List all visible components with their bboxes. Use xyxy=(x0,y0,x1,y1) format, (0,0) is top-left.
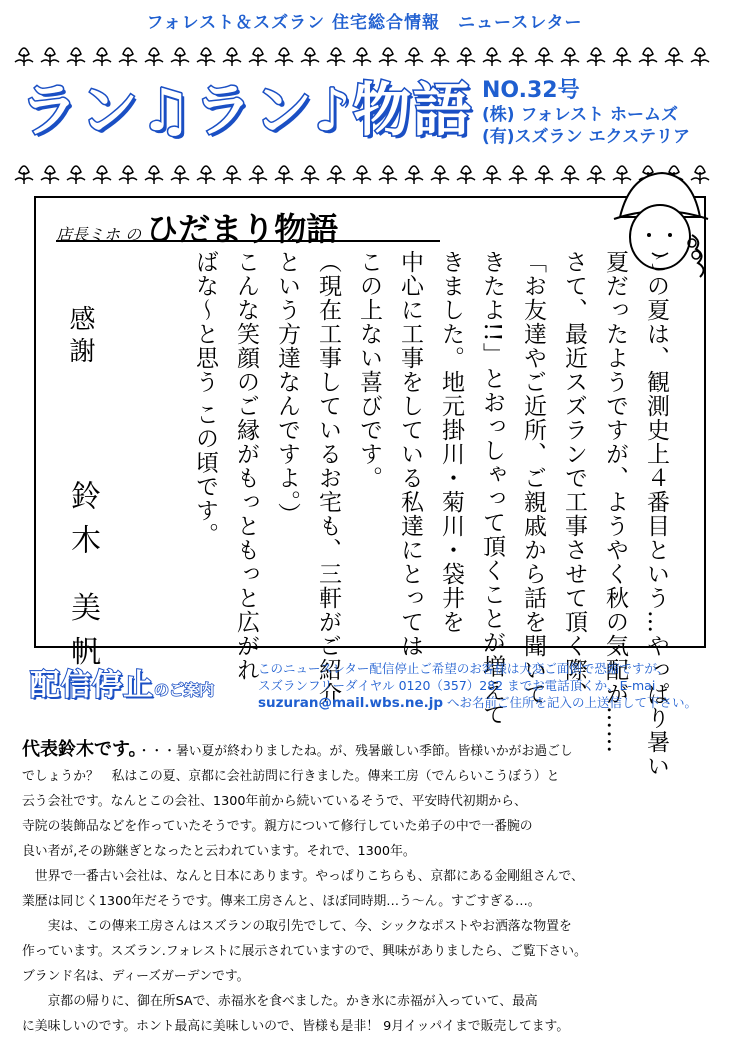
issue-block xyxy=(482,78,690,148)
story-column: ばな〜と思う この頃です。 xyxy=(192,250,218,547)
story-column: きたよ!!」とおっしゃって頂くことが増えて xyxy=(479,250,505,727)
unsubscribe-line1: このニュースレター配信停止ご希望のお客様は大変ご面倒で恐縮ですが、 xyxy=(258,661,670,676)
story-heading xyxy=(56,204,338,250)
masthead xyxy=(20,75,473,150)
ceo-line: 世界で一番古い会社は、なんと日本にあります。やっぱりこちらも、京都にある金剛組さんで、 xyxy=(22,869,584,884)
story-column: この上ない喜びです。 xyxy=(356,250,382,490)
flower-border-top xyxy=(14,40,714,70)
ceo-line: 実は、この傳来工房さんはスズランの取引先でして、今、シックなポストやお洒落な物置を xyxy=(22,919,572,934)
story-column: （現在工事しているお宅も、三軒がご紹介 xyxy=(315,250,341,706)
ceo-line: 云う会社です。なんとこの会社、1300年前から続いているそうで、平安時代初期から、 xyxy=(22,794,527,809)
story-thanks: 感謝 xyxy=(65,305,95,369)
story-column: この夏は、観測史上４番目という…やっぱり暑い xyxy=(643,250,669,778)
story-column: 夏だったようですが、ようやく秋の気配が…… xyxy=(602,250,628,754)
unsubscribe-title: 配信停止 xyxy=(30,668,154,703)
ceo-line: 良い者が,その跡継ぎとなったと云われています。それで、1300年。 xyxy=(22,844,416,859)
company-suzuran: (有)スズラン エクステリア xyxy=(482,127,690,147)
story-prefix: 店長ミホ の xyxy=(56,225,142,244)
masthead-title: ラン♫ラン♪物語 xyxy=(20,76,474,144)
story-column: という方達なんですよ。） xyxy=(274,250,300,527)
story-column: 「お友達やご近所、ご親戚から話を聞いて xyxy=(520,250,546,706)
ceo-line: でしょうか？ 私はこの夏、京都に会社訪問に行きました。傳来工房（でんらいこうぼう）と xyxy=(22,769,560,784)
story-column: さて、最近スズランで工事させて頂く際、 xyxy=(561,250,587,706)
unsubscribe-badge xyxy=(30,660,214,704)
ceo-line: 作っています。スズラン.フォレストに展示されていますので、興味がありましたら、ご覧下さい。 xyxy=(22,944,587,959)
story-column: 中心に工事をしている私達にとっては xyxy=(397,250,423,658)
unsubscribe-subtitle: のご案内 xyxy=(154,681,215,699)
story-column: きました。地元掛川・菊川・袋井を xyxy=(438,250,464,634)
ceo-line: 業歴は同じく1300年だそうです。傳来工房さんと、ほぼ同時期…う～ん。すごすぎる…。 xyxy=(22,894,541,909)
company-forest: (株) フォレスト ホームズ xyxy=(482,105,679,125)
ceo-line: に美味しいのです。ホント最高に美味しいので、皆様も是非！ 9月イッパイまで販売してます。 xyxy=(22,1019,570,1034)
title-underline xyxy=(56,240,440,242)
unsubscribe-text xyxy=(258,660,697,712)
ceo-line: 京都の帰りに、御在所SAで、赤福氷を食べました。かき氷に赤福が入っていて、最高 xyxy=(22,994,538,1009)
ceo-message xyxy=(22,737,712,1039)
story-column: こんな笑顔のご縁がもっともっと広がれ xyxy=(233,250,259,682)
ceo-line: ブランド名は、ディーズガーデンです。 xyxy=(22,969,250,984)
ceo-line: ・・・暑い夏が終わりましたね。が、残暑厳しい季節。皆様いかがお過ごし xyxy=(137,744,573,759)
story-title: ひだまり物語 xyxy=(146,210,339,248)
unsubscribe-email[interactable]: suzuran@mail.wbs.ne.jp xyxy=(258,695,444,711)
story-signature: 鈴木 美帆 xyxy=(65,480,100,680)
newsletter-subtitle: フォレスト＆スズラン 住宅総合情報 ニュースレター xyxy=(146,13,583,33)
unsubscribe-line2: スズランフリーダイヤル 0120（357）282 までお電話頂くか、E-mai xyxy=(258,678,656,693)
unsubscribe-line3: へお名前ご住所を記入の上送信して下さい。 xyxy=(447,695,698,710)
ceo-heading: 代表鈴木です。 xyxy=(22,739,138,760)
ceo-line: 寺院の装飾品などを作っていたそうです。親方について修行していた弟子の中で一番腕の xyxy=(22,819,533,834)
issue-number: NO.32号 xyxy=(482,78,580,103)
